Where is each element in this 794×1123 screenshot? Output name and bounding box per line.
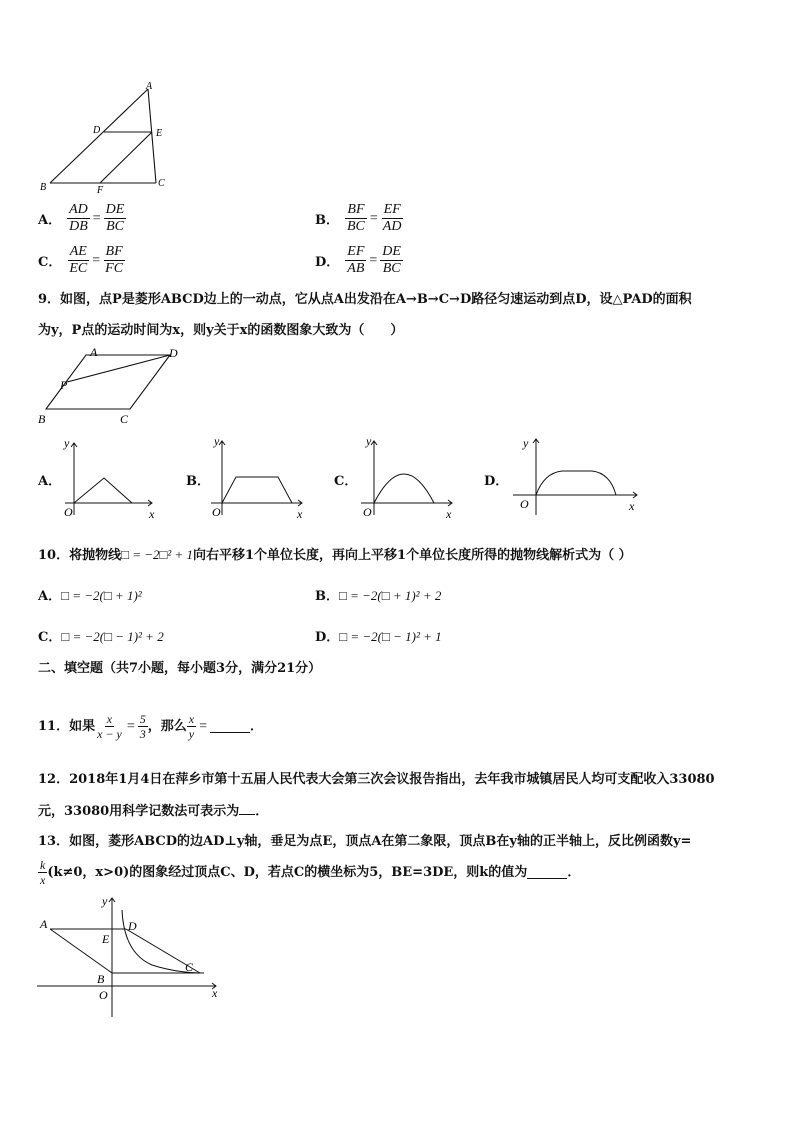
q13-answer-blank[interactable]	[527, 866, 567, 879]
q9-option-b-graph[interactable]	[206, 435, 316, 520]
q13-line1: 13．如图，菱形ABCD的边AD⊥y轴，垂足为点E，顶点A在第二象限，顶点B在y轴的正半轴上，反比例函数y=	[38, 834, 692, 849]
q9-label-b: B	[38, 412, 46, 425]
svg-text:y: y	[523, 436, 529, 450]
q8-option-c[interactable]: C． $\frac{AE}{EC}$ = $\frac{BF}{FC}$	[38, 244, 124, 276]
svg-text:O: O	[99, 988, 108, 1002]
q10-option-a[interactable]: A．□ = −2(□ + 1)²	[38, 588, 142, 604]
q12-line2: 元，33080用科学记数法可表示为 ．	[38, 804, 269, 819]
svg-text:D: D	[128, 919, 137, 933]
q10-option-b[interactable]: B．□ = −2(□ + 1)² + 2	[315, 588, 442, 604]
q13-line2: $\frac{k}{x}$ (k≠0，x>0)的图象经过顶点C、D，若点C的横坐标为5，BE=3DE，则k的值为 ．	[40, 858, 581, 887]
q8-label-f: F	[97, 185, 104, 196]
q11: 11．如果 $\frac{x}{x - y}$ = $\frac{5}{3}$ ，那么 $\frac{x}{y}$ = ．	[38, 712, 264, 741]
q8-label-a: A	[146, 81, 153, 92]
q9-label-d: D	[169, 346, 178, 360]
svg-text:O: O	[64, 505, 73, 519]
svg-text:x: x	[446, 507, 452, 520]
q9-label-a: A	[90, 345, 98, 359]
q9-option-b-label[interactable]: B．	[186, 474, 210, 489]
q8-option-a[interactable]: A． $\frac{AD}{DB}$ = $\frac{DE}{BC}$	[38, 202, 125, 234]
q10-stem: 10．将抛物线□ = −2□² + 1向右平移1个单位长度，再向上平移1个单位长度所得的抛物线解析式为（ ）	[38, 547, 632, 563]
q8-label-b: B	[40, 182, 47, 193]
svg-text:x: x	[629, 499, 635, 513]
svg-text:y: y	[214, 435, 220, 448]
svg-text:y: y	[102, 894, 108, 908]
svg-text:B: B	[97, 972, 105, 986]
section-title-fill-in: 二、填空题（共7小题，每小题3分，满分21分）	[38, 661, 322, 676]
q10-option-d[interactable]: D．□ = −2(□ − 1)² + 1	[315, 629, 442, 645]
q9-label-c: C	[120, 412, 129, 425]
q9-label-p: P	[60, 378, 68, 392]
svg-text:x: x	[149, 507, 155, 520]
q9-option-a-label[interactable]: A．	[38, 474, 62, 489]
q10-stem-formula: □ = −2□² + 1	[121, 547, 194, 562]
q8-label-e: E	[156, 128, 163, 139]
q8-label-c: C	[158, 178, 165, 189]
q11-answer-blank[interactable]	[210, 720, 250, 733]
svg-text:y: y	[366, 435, 372, 448]
q8-option-d[interactable]: D． $\frac{EF}{AB}$ = $\frac{DE}{BC}$	[315, 244, 401, 276]
q8-label-d: D	[93, 125, 101, 136]
q8-option-b[interactable]: B． $\frac{BF}{BC}$ = $\frac{EF}{AD}$	[315, 202, 402, 234]
q9-rhombus-figure	[36, 345, 181, 425]
q10-option-c[interactable]: C．□ = −2(□ − 1)² + 2	[38, 629, 164, 645]
q8-triangle-figure	[36, 80, 176, 196]
svg-text:x: x	[297, 507, 303, 520]
q12-answer-blank[interactable]	[239, 802, 255, 815]
svg-text:y: y	[64, 436, 70, 450]
svg-text:x: x	[212, 986, 218, 1000]
q9-stem-line2: 为y，P点的运动时间为x，则y关于x的函数图象大致为（ ）	[38, 323, 404, 338]
q12-line1: 12．2018年1月4日在萍乡市第十五届人民代表大会第三次会议报告指出，去年我市城镇居民人均可支配收入33080	[38, 772, 715, 787]
svg-text:O: O	[212, 505, 221, 519]
q9-stem-line1: 9．如图，点P是菱形ABCD边上的一动点，它从点A出发沿在A→B→C→D路径匀速运动到点D，设△PAD的面积	[38, 292, 692, 307]
svg-text:E: E	[102, 932, 110, 946]
svg-text:A: A	[40, 917, 48, 931]
q9-option-d-label[interactable]: D．	[484, 474, 509, 489]
q9-option-c-label[interactable]: C．	[334, 474, 358, 489]
q9-option-a-graph[interactable]	[60, 435, 170, 520]
svg-text:O: O	[363, 505, 372, 519]
svg-text:C: C	[185, 960, 194, 974]
q9-option-c-graph[interactable]	[356, 435, 466, 520]
q9-option-d-graph[interactable]	[510, 435, 645, 520]
svg-text:O: O	[520, 497, 529, 511]
q13-figure	[32, 893, 227, 1021]
